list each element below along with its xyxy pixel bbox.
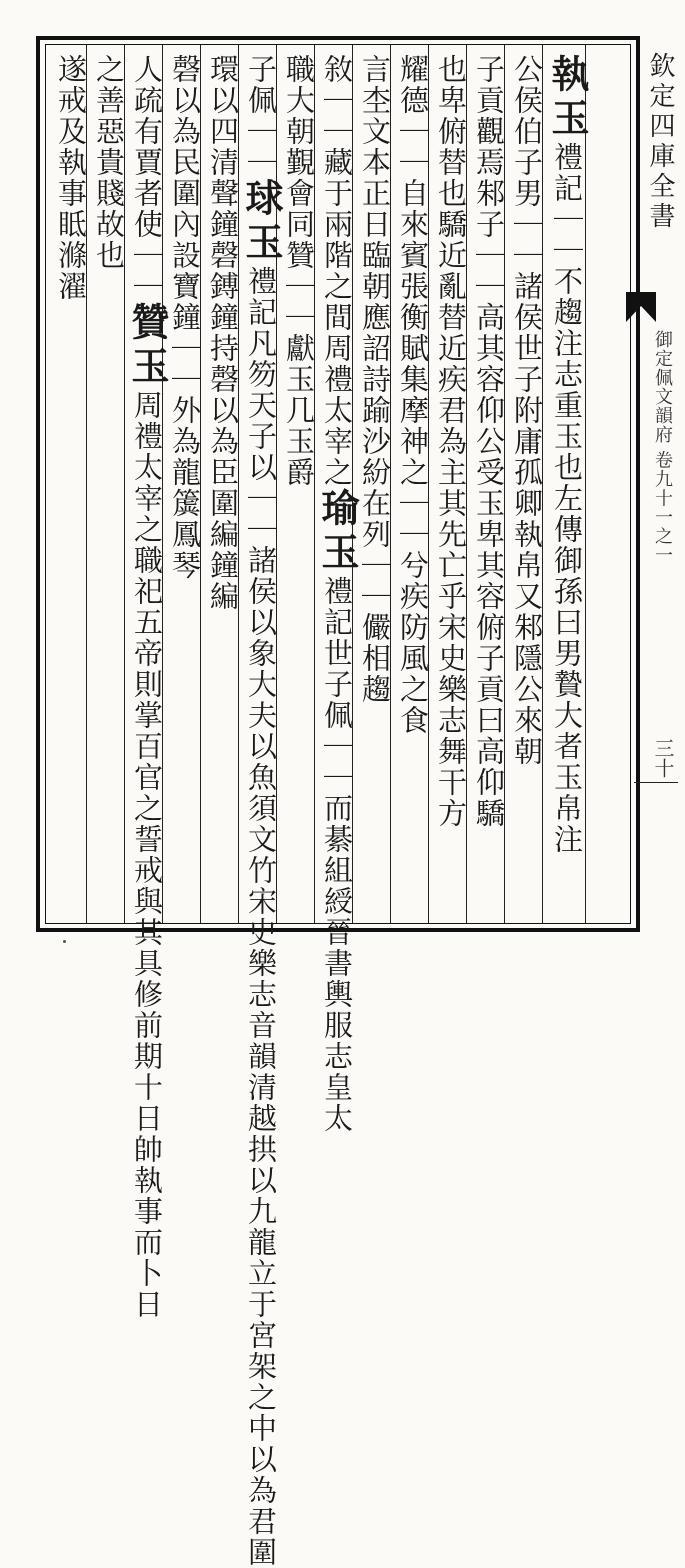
entry-text: 言杢文本正日臨朝應詔詩踰沙紛在列｜｜儼相趨: [358, 54, 392, 705]
scan-speck: [63, 940, 66, 943]
fishtail-mark-icon: [626, 292, 656, 322]
text-column: [202, 54, 244, 914]
entry-text: 人疏有賈者使｜｜: [130, 54, 164, 302]
entry-text: 之善惡貴賤故也: [92, 54, 126, 271]
entry-text: 周禮太宰之職祀五帝則掌百官之誓戒與其具修前期十日帥執事而卜日: [130, 390, 164, 1320]
text-column: [50, 54, 92, 914]
entry-head: 球玉: [239, 178, 284, 266]
text-column: [354, 54, 396, 914]
text-column: [468, 54, 510, 914]
entry-text: 耀德｜｜自來賓張衡賦集摩神之｜｜兮疾防風之食: [396, 54, 430, 736]
entry-text: 也卑俯替也驕近亂替近疾君為主其先亡乎宋史樂志舞干方: [434, 54, 468, 829]
entry-text: 禮記世子佩｜｜而綦組綬晉書輿服志皇太: [320, 576, 354, 1134]
text-column: [315, 54, 360, 1134]
text-column: [278, 54, 320, 914]
text-column: [430, 54, 472, 914]
text-column: [239, 54, 284, 1568]
page-tick-line: [634, 782, 678, 783]
entry-head: 瑜玉: [315, 488, 360, 576]
entry-text: 禮記凡笏天子以｜｜諸侯以象大夫以魚須文竹宋史樂志音韻清越拱以九龍立于宮架之中以為君圍: [244, 266, 278, 1568]
volume-label: 御定佩文韻府 卷九十一之一: [652, 330, 673, 565]
entry-text: 職大朝覲會同贊｜｜獻玉几玉爵: [282, 54, 316, 488]
entry-text: 磬以為民圍內設寶鐘｜｜外為龍簴鳳琴: [168, 54, 202, 581]
text-column: [546, 54, 588, 914]
entry-head: 執玉: [545, 54, 590, 142]
book-title: 欽定四庫全書: [645, 52, 675, 232]
text-column: [392, 54, 434, 914]
text-column: [506, 54, 548, 914]
entry-text: 公侯伯子男｜｜諸侯世子附庸孤卿執帛又邾隱公來朝: [510, 54, 544, 767]
page-number: 三十: [651, 738, 675, 778]
text-column: [88, 54, 130, 914]
entry-text: 遂戒及執事眡滌濯: [54, 54, 88, 302]
entry-text: 敘｜｜藏于兩階之間周禮太宰之: [320, 54, 354, 488]
entry-text: 禮記｜｜不趨注志重玉也左傳御孫曰男贄大者玉帛注: [550, 142, 584, 855]
entry-text: 環以四清聲鐘磬鎛鐘持磬以為臣圍編鐘編: [206, 54, 240, 612]
text-column: [125, 54, 170, 1320]
text-column: [164, 54, 206, 914]
entry-text: 子佩｜｜: [244, 54, 278, 178]
entry-head: 贊玉: [125, 302, 170, 390]
entry-text: 子貢觀焉邾子｜｜高其容仰公受玉卑其容俯子貢曰高仰驕: [472, 54, 506, 829]
